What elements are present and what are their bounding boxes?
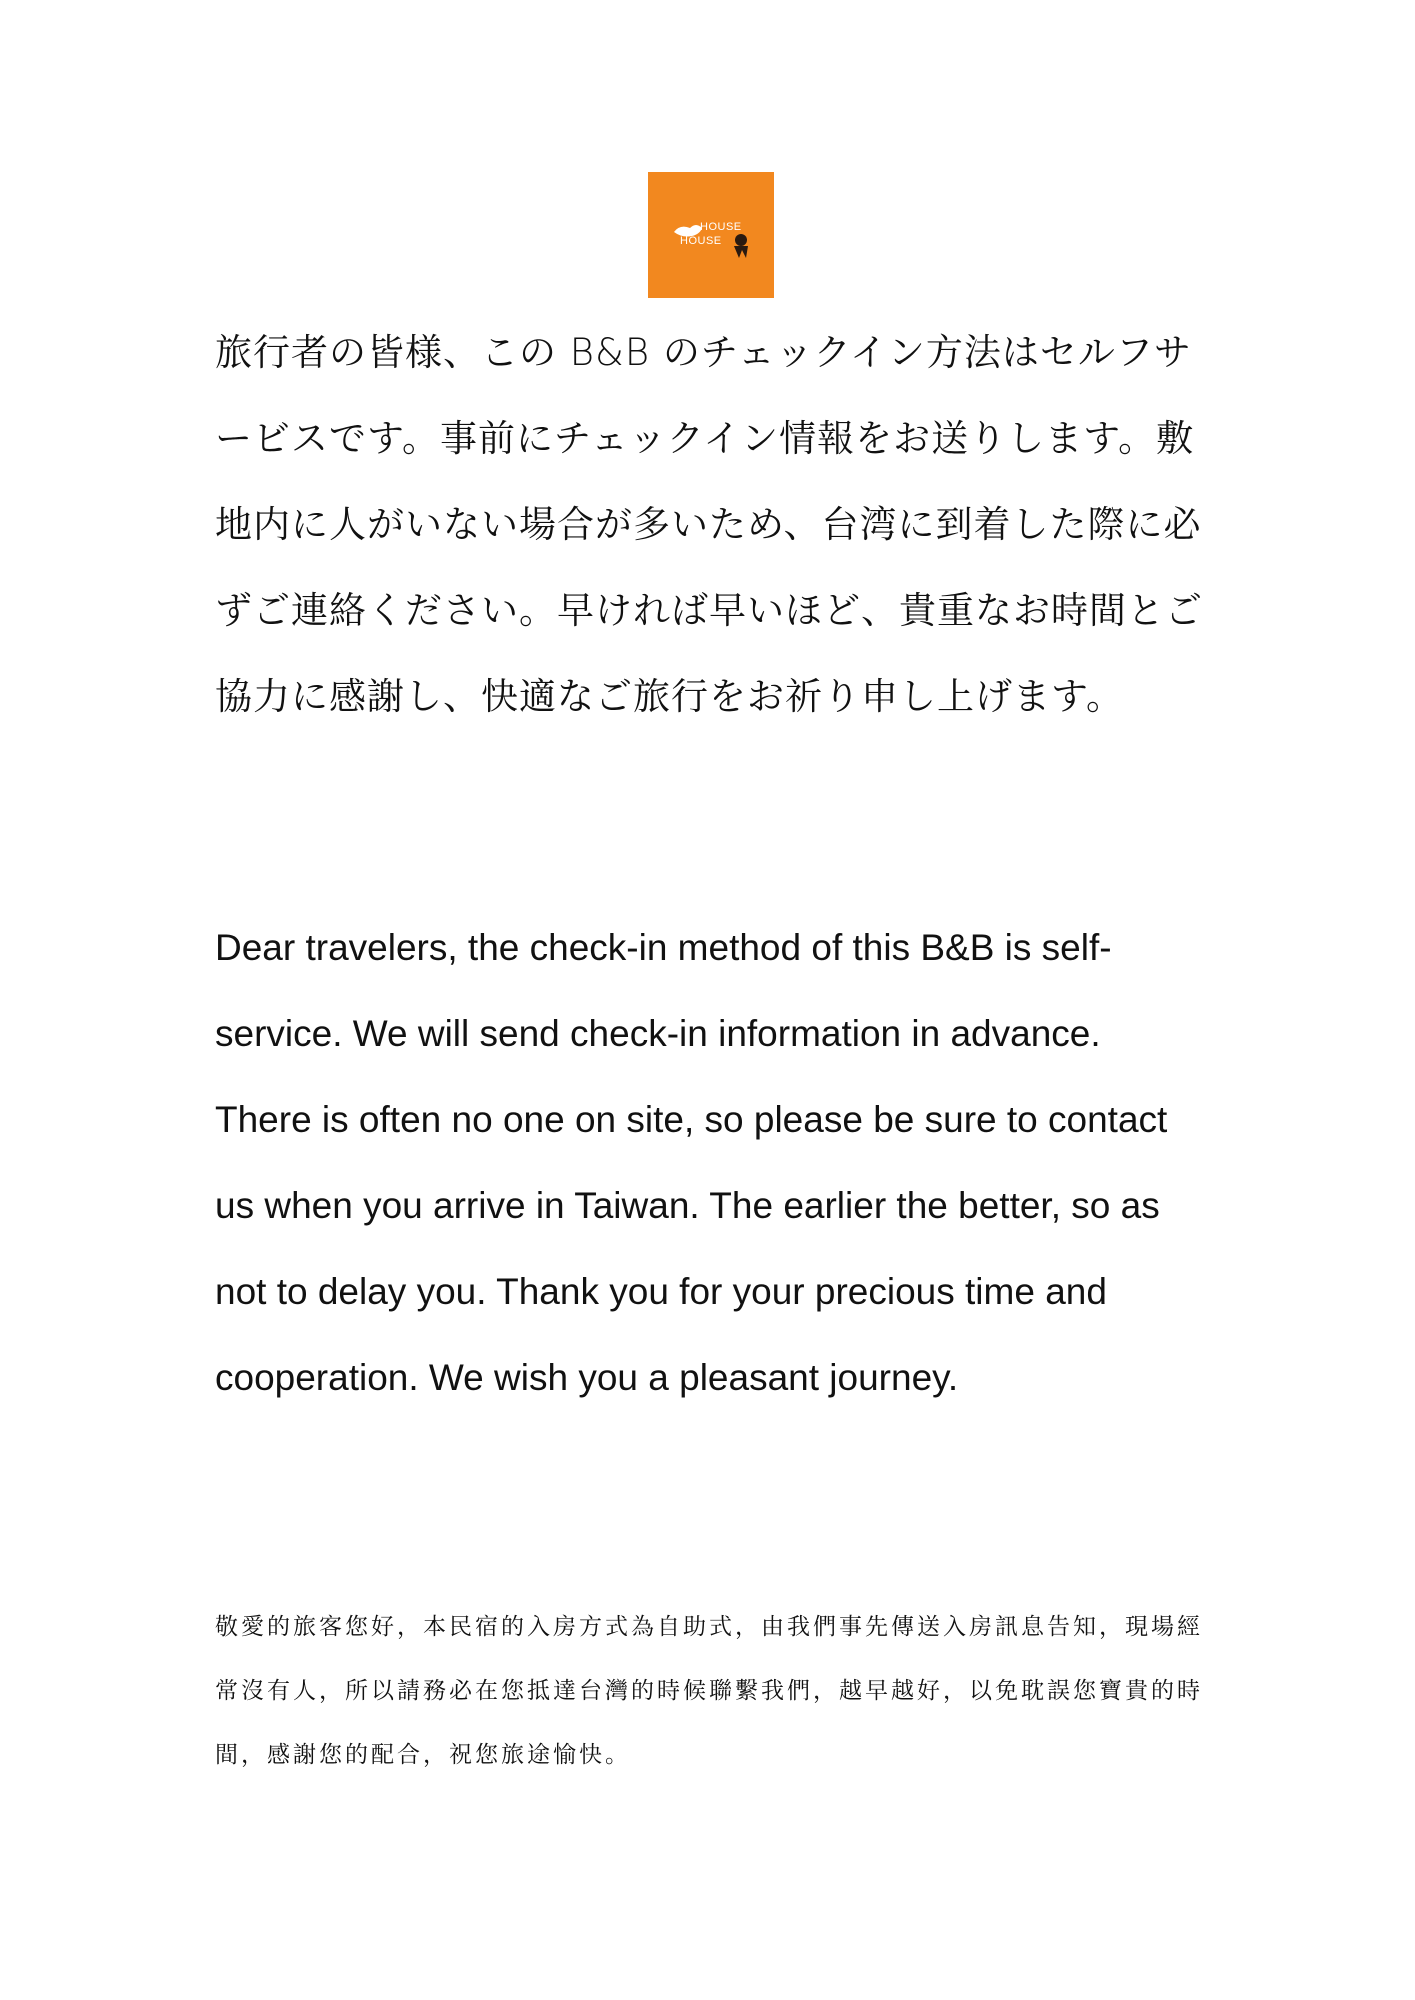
brand-logo bbox=[648, 172, 774, 298]
notice-japanese: 旅行者の皆様、この B&B のチェックイン方法はセルフサービスです。事前にチェックイン情報をお送りします。敷地内に人がいない場合が多いため、台湾に到着した際に必ずご連絡ください。早ければ早いほど、貴重なお時間とご協力に感謝し、快適なご旅行をお祈り申し上げます。 bbox=[215, 331, 1203, 718]
logo-text-bottom: HOUSE bbox=[680, 235, 722, 247]
notice-chinese: 敬愛的旅客您好，本民宿的入房方式為自助式，由我們事先傳送入房訊息告知，現場經常沒有人，所以請務必在您抵達台灣的時候聯繫我們，越早越好，以免耽誤您寶貴的時間，感謝您的配合，祝您旅途愉快。 bbox=[215, 1614, 1203, 1768]
logo-text-top: HOUSE bbox=[700, 221, 742, 233]
notice-english: Dear travelers, the check-in method of this B&B is self-service. We will send check-in information in advance. There is often no one on site, so please be sure to contact us when you arrive in Taiwan. The earlier the better, so as not to delay you. Thank you for your precious time and cooperation. We wish you a pleasant journey. bbox=[215, 927, 1168, 1398]
